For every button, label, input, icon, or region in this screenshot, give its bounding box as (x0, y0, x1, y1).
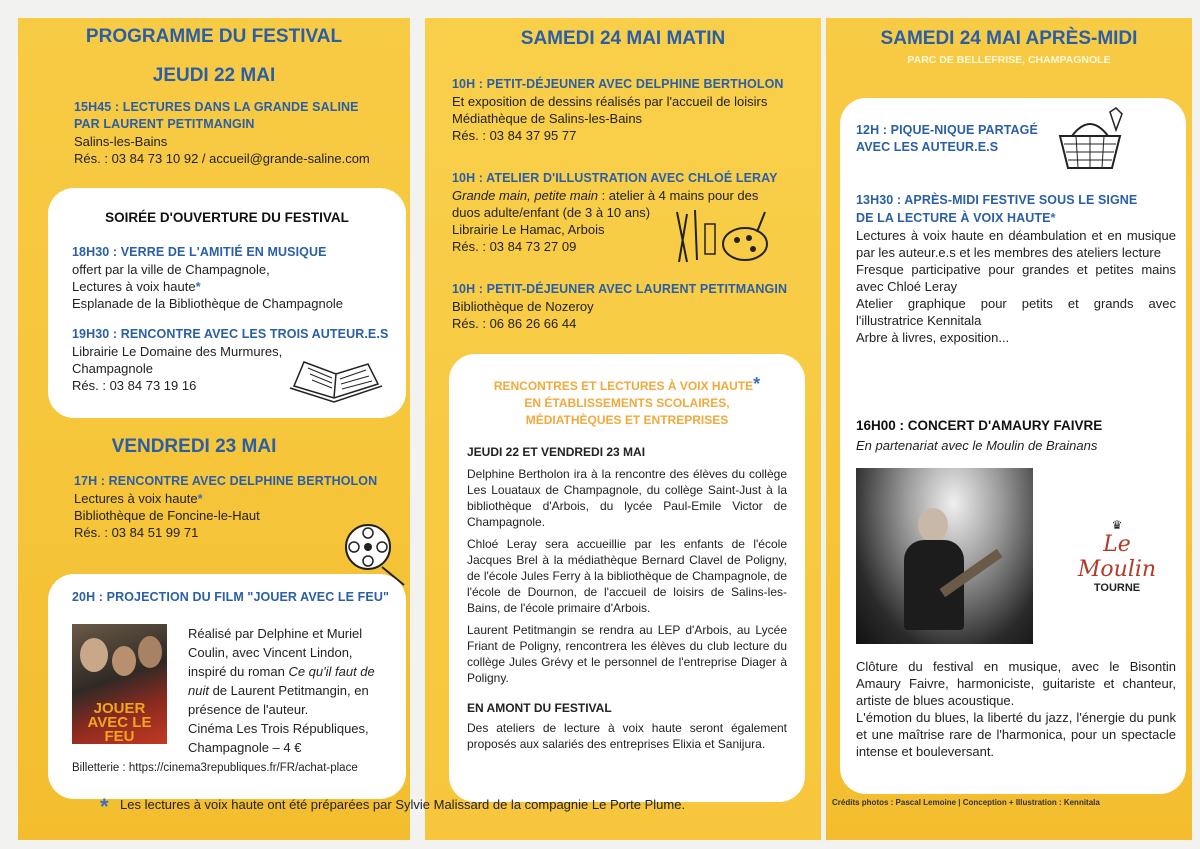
event-petit-dejeuner-petitmangin (452, 281, 817, 332)
concert-photo (856, 468, 1033, 644)
event-detail: Arbre à livres, exposition... (856, 330, 1010, 345)
card-title-line: EN ÉTABLISSEMENTS SCOLAIRES, (524, 396, 730, 410)
event-detail: Fresque participative pour grandes et petites mains avec Chloé Leray (856, 262, 1176, 294)
asterisk-icon: * (197, 491, 203, 506)
event-heading (72, 588, 402, 606)
event-detail: Bibliothèque de Foncine-le-Haut (74, 508, 260, 523)
musician-head-shape (918, 508, 948, 542)
asterisk-icon: * (1050, 210, 1056, 225)
event-heading: 12H : PIQUE-NIQUE PARTAGÉ (856, 123, 1038, 137)
asterisk-icon: * (195, 279, 201, 294)
card-title-line: MÉDIATHÈQUES ET ENTREPRISES (525, 413, 729, 427)
event-detail: offert par la ville de Champagnole, (72, 262, 270, 277)
event-reservation: Rés. : 03 84 51 99 71 (74, 525, 199, 540)
card-paragraph: Chloé Leray sera accueillie par les enfants de l'école Jacques Brel à la médiathèque Bernard Clavel de Poligny, de l'école Jules Ferry à la bibliothèque de Champagnole, de l'école de Dournon, de l'accueil de loisirs de Salins-les-Bains, de l'école primaire d'Arbois. (467, 537, 787, 615)
event-detail: Lectures à voix haute en déambulation et en musique par les auteur.e.s et les membres des ateliers lecture (856, 228, 1176, 260)
poster-face-shape (80, 638, 108, 672)
card-subheading: JEUDI 22 ET VENDREDI 23 MAI (467, 445, 646, 459)
poster-title: JOUER AVEC LE FEU (87, 700, 152, 744)
poster-face-shape (138, 636, 162, 668)
event-heading-text: 20H : PROJECTION DU FILM "JOUER AVEC LE FEU" (72, 590, 389, 604)
concert-paragraph: L'émotion du blues, la liberté du jazz, l'énergie du punk et une maîtrise rare de l'harmonica, pour un spectacle intense et bouleversant. (856, 710, 1176, 759)
card-title (449, 376, 805, 429)
ticket-link[interactable]: Billetterie : https://cinema3republiques.fr/FR/achat-place (72, 762, 358, 774)
film-text-span: inspiré du roman (188, 664, 289, 679)
event-heading: 10H : PETIT-DÉJEUNER AVEC LAURENT PETITMANGIN (452, 282, 788, 296)
day-heading-thursday: JEUDI 22 MAI (152, 65, 276, 86)
event-detail: Atelier graphique pour petits et grands avec l'illustratrice Kennitala (856, 296, 1176, 328)
event-detail: Champagnole (72, 361, 153, 376)
logo-text: Le Moulin (1077, 532, 1157, 582)
card-paragraph: Laurent Petitmangin se rendra au LEP d'Arbois, au Lycée Friant de Poligny, rencontrera les élèves du club lecture du collège Jules Grévy et le personnel de l'entreprise Diager à Poligny. (467, 623, 787, 685)
event-heading: 17H : RENCONTRE AVEC DELPHINE BERTHOLON (74, 474, 378, 488)
film-text-line: Réalisé par Delphine et Muriel (188, 626, 363, 641)
card-title-text: RENCONTRES ET LECTURES À VOIX HAUTE (493, 379, 754, 393)
event-heading: DE LA LECTURE À VOIX HAUTE (856, 211, 1051, 225)
event-detail: Lectures à voix haute (72, 279, 196, 294)
card-paragraph: Des ateliers de lecture à voix haute seront également proposés aux salariés des entreprises Elixia et Sanijura. (467, 721, 787, 751)
panel-title: SAMEDI 24 MAI MATIN (520, 28, 726, 49)
crown-icon: ♛ (1111, 518, 1123, 532)
event-reservation: Rés. : 03 84 73 10 92 / accueil@grande-saline.com (74, 151, 370, 166)
logo-text: TOURNE (1093, 582, 1141, 594)
drawing-tools-icon (665, 202, 775, 272)
event-verre-amitie (72, 244, 402, 312)
event-apres-midi-festive (856, 192, 1176, 346)
concert-heading: 16H00 : CONCERT D'AMAURY FAIVRE (856, 418, 1103, 433)
film-text-line: Champagnole – 4 € (188, 740, 302, 755)
film-text-span: de Laurent Petitmangin, en (208, 683, 369, 698)
card-paragraph: Delphine Bertholon ira à la rencontre des élèves du collège Les Louataux de Champagnole, du collège Saint-Just à la bibliothèque d'Arbois, du lycée Paul-Emile Victor de Champagnole. (467, 467, 787, 529)
event-heading: 19H30 : RENCONTRE AVEC LES TROIS AUTEUR.E.S (72, 327, 389, 341)
film-text-line: Coulin, avec Vincent Lindon, (188, 645, 353, 660)
event-reservation: Rés. : 03 84 73 19 16 (72, 378, 197, 393)
event-petit-dejeuner-bertholon (452, 76, 817, 144)
workshop-title: Grande main, petite main (452, 188, 598, 203)
card-title-line (449, 376, 805, 395)
picnic-basket-icon (1050, 106, 1130, 174)
event-detail: Lectures à voix haute (74, 491, 198, 506)
event-heading-with-star (856, 209, 1176, 227)
event-detail: Esplanade de la Bibliothèque de Champagnole (72, 296, 344, 311)
event-heading: 10H : ATELIER D'ILLUSTRATION AVEC CHLOÉ LERAY (452, 171, 778, 185)
film-text-line: présence de l'auteur. (188, 702, 309, 717)
film-text-line (188, 662, 398, 681)
event-heading: 13H30 : APRÈS-MIDI FESTIVE SOUS LE SIGNE (856, 193, 1138, 207)
event-pique-nique (856, 122, 1076, 156)
event-detail: Et exposition de dessins réalisés par l'accueil de loisirs (452, 94, 768, 109)
film-description (188, 624, 398, 757)
event-heading: 18H30 : VERRE DE L'AMITIÉ EN MUSIQUE (72, 245, 327, 259)
afternoon-card (840, 98, 1186, 794)
concert-partner: En partenariat avec le Moulin de Brainans (856, 438, 1098, 453)
card-title: SOIRÉE D'OUVERTURE DU FESTIVAL (105, 210, 349, 225)
event-heading: 10H : PETIT-DÉJEUNER AVEC DELPHINE BERTHOLON (452, 77, 784, 91)
festival-title: PROGRAMME DU FESTIVAL (85, 26, 343, 47)
event-reservation: Rés. : 03 84 37 95 77 (452, 128, 577, 143)
panel-title: SAMEDI 24 MAI APRÈS-MIDI (880, 28, 1138, 49)
event-detail-with-star (72, 278, 402, 295)
photo-credits: Crédits photos : Pascal Lemoine | Conception + Illustration : Kennitala (832, 798, 1100, 807)
event-detail: duos adulte/enfant (de 3 à 10 ans) (452, 205, 651, 220)
school-meetings-text (467, 444, 787, 752)
asterisk-icon: * (753, 374, 761, 394)
event-detail-span: : atelier à 4 mains pour des (597, 188, 759, 203)
event-heading: PAR LAURENT PETITMANGIN (74, 117, 255, 131)
card-subheading: EN AMONT DU FESTIVAL (467, 701, 612, 715)
opening-evening-card (48, 188, 406, 418)
event-detail: Médiathèque de Salins-les-Bains (452, 111, 643, 126)
event-reservation: Rés. : 03 84 73 27 09 (452, 239, 577, 254)
film-poster-image (72, 624, 167, 744)
school-meetings-card (449, 354, 805, 802)
book-title-span: nuit (188, 683, 209, 698)
film-text-line: Cinéma Les Trois Républiques, (188, 721, 369, 736)
poster-face-shape (112, 646, 136, 676)
event-reservation: Rés. : 06 86 26 66 44 (452, 316, 577, 331)
event-place: Salins-les-Bains (74, 134, 168, 149)
film-screening-card (48, 574, 406, 799)
asterisk-icon: * (100, 794, 109, 819)
film-text-line (188, 681, 398, 700)
footnote: Les lectures à voix haute ont été préparées par Sylvie Malissard de la compagnie Le Porte Plume. (120, 797, 686, 812)
book-title-span: Ce qu'il faut de (288, 664, 375, 679)
open-book-icon (286, 346, 386, 406)
event-detail-with-star (74, 490, 404, 507)
panel-subtitle: PARC DE BELLEFRISE, CHAMPAGNOLE (907, 54, 1111, 66)
panel-jeudi-vendredi (18, 18, 410, 840)
event-heading: AVEC LES AUTEUR.E.S (856, 140, 999, 154)
event-detail: Librairie Le Domaine des Murmures, (72, 344, 283, 359)
panel-samedi-matin (425, 18, 821, 840)
le-moulin-tourne-logo (1062, 518, 1172, 594)
event-grande-saline (74, 99, 404, 167)
event-detail: Librairie Le Hamac, Arbois (452, 222, 605, 237)
event-detail: Bibliothèque de Nozeroy (452, 299, 594, 314)
event-heading: 15H45 : LECTURES DANS LA GRANDE SALINE (74, 100, 359, 114)
day-heading-friday: VENDREDI 23 MAI (111, 436, 277, 457)
panel-samedi-apres-midi (826, 18, 1192, 840)
concert-description (856, 658, 1176, 760)
concert-paragraph: Clôture du festival en musique, avec le Bisontin Amaury Faivre, harmoniciste, guitariste et chanteur, artiste de blues acoustique. (856, 659, 1176, 708)
